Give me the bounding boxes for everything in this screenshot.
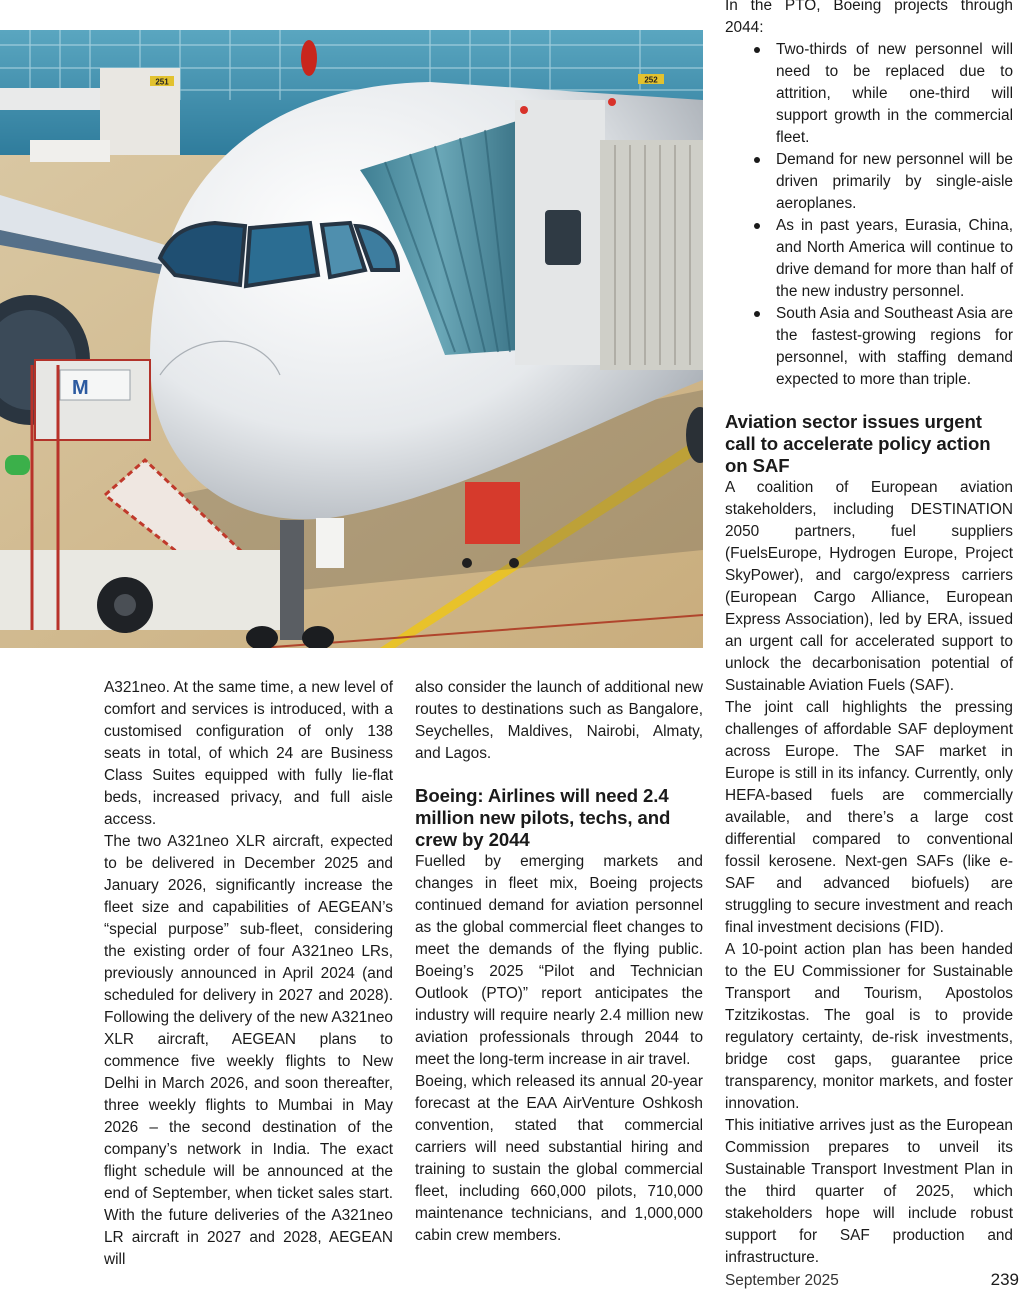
bullet-text: South Asia and Southeast Asia are the fastest-growing regions for personnel, with staffing demand expected to more than triple. <box>776 305 1014 388</box>
jet-bridge-door-window <box>545 210 581 265</box>
beacon-light <box>520 106 528 114</box>
footer-page-number: 239 <box>990 1270 1019 1289</box>
gate-sign-252-text: 252 <box>644 75 658 85</box>
paragraph: The two A321neo XLR aircraft, expected to be delivered in December 2025 and January 2026, significantly increase the fleet size and capabilities of AEGEAN’s “special purpose” sub-fleet, considering the existing order of four A321neo LRs, previously announced in April 2024 (and scheduled for delivery in 2027 and 2028). Following the delivery of the new A321neo XLR aircraft, AEGEAN plans to commence five weekly flights to New Delhi in March 2026, and soon thereafter, three weekly flights to Mumbai in May 2026 – the second destination of the company’s network in India. The exact flight schedule will be announced at the end of September, when ticket sales start. With the future deliveries of the A321neo LR aircraft in 2027 and 2028, AEGEAN will <box>104 833 393 1268</box>
terminal-canopy <box>0 88 100 110</box>
cockpit-window-center <box>246 223 318 286</box>
bullet-icon <box>754 223 760 229</box>
article-column-left <box>104 677 393 1271</box>
paragraph: A coalition of European aviation stakeholders, including DESTINATION 2050 partners, fuel suppliers (FuelsEurope, Hydrogen Europe, Project SkyPower), and cargo/express carriers (European Cargo Alliance, European Express Association), led by ERA, issued an urgent call for accelerated support to unlock the decarbonisation potential of Sustainable Aviation Fuels (SAF). <box>725 479 1013 694</box>
article-heading-saf: Aviation sector issues urgent call to accelerate policy action on SAF <box>725 411 991 476</box>
article-heading-boeing: Boeing: Airlines will need 2.4 million new pilots, techs, and crew by 2044 <box>415 785 671 850</box>
article-column-middle <box>415 677 703 1247</box>
cart-wheel <box>509 558 519 568</box>
truck-hub <box>114 594 136 616</box>
article-photo-aircraft-at-gate <box>0 30 703 648</box>
paragraph: A 10-point action plan has been handed to the EU Commissioner for Sustainable Transport and Tourism, Apostolos Tzitzikostas. The goal is to provide regulatory certainty, de-risk investments, bridge cost gaps, guarantee price transparency, monitor markets, and foster innovation. <box>725 941 1013 1112</box>
paragraph: This initiative arrives just as the European Commission prepares to unveil its Sustainable Transport Investment Plan in the third quarter of 2025, which stakeholders hope will include robust support for SAF production and infrastructure. <box>725 1117 1013 1266</box>
bullet-icon <box>754 157 760 163</box>
bullet-item <box>776 39 1013 149</box>
tail-fin-red <box>301 40 317 76</box>
beacon-light <box>608 98 616 106</box>
bullet-list <box>725 39 1013 391</box>
gate-sign-251-text: 251 <box>155 77 169 87</box>
red-baggage-cart <box>465 482 520 544</box>
green-cap <box>5 455 30 475</box>
bullet-text: Two-thirds of new personnel will need to be replaced due to attrition, while one-third will support growth in the commercial fleet. <box>776 41 1013 146</box>
bullet-item <box>776 303 1013 391</box>
bullet-item <box>776 215 1013 303</box>
bullet-icon <box>754 311 760 317</box>
bullet-text: As in past years, Eurasia, China, and North America will continue to drive demand for more than half of the new industry personnel. <box>776 217 1013 300</box>
paragraph: In the PTO, Boeing projects through 2044: <box>725 0 1013 36</box>
paragraph: Boeing, which released its annual 20-year forecast at the EAA AirVenture Oshkosh convention, stated that commercial carriers will need substantial hiring and training to sustain the global commercial fleet, including 660,000 pilots, 710,000 maintenance technicians, and 1,000,000 cabin crew members. <box>415 1073 703 1244</box>
paragraph: Fuelled by emerging markets and changes in fleet mix, Boeing projects continued demand for aviation personnel as the global commercial fleet changes to meet the demands of the flying public. Boeing’s 2025 “Pilot and Technician Outlook (PTO)” report anticipates the industry will require nearly 2.4 million new aviation professionals through 2044 to meet the long-term increase in air travel. <box>415 853 703 1068</box>
catering-logo: M <box>72 377 89 399</box>
bullet-text: Demand for new personnel will be driven primarily by single-aisle aeroplanes. <box>776 151 1013 212</box>
nose-landing-gear <box>280 520 304 640</box>
paragraph: also consider the launch of additional new routes to destinations such as Bangalore, Seychelles, Maldives, Nairobi, Almaty, and Lagos. <box>415 679 703 762</box>
gear-door <box>316 518 344 568</box>
cart-wheel <box>462 558 472 568</box>
baggage-carts <box>30 140 110 162</box>
footer-issue-date: September 2025 <box>725 1272 839 1289</box>
bullet-icon <box>754 47 760 53</box>
bullet-item <box>776 149 1013 215</box>
article-column-right <box>725 0 1013 1269</box>
aircraft-illustration <box>0 30 703 648</box>
paragraph: The joint call highlights the pressing challenges of affordable SAF deployment across Europe. The SAF market in Europe is still in its infancy. Currently, only HEFA-based fuels are commercially available, and there’s a large cost differential compared to conventional fossil kerosene. Next-gen SAFs (like e-SAF and advanced biofuels) are struggling to secure investment and reach final investment decisions (FID). <box>725 699 1013 936</box>
paragraph: A321neo. At the same time, a new level of comfort and services is introduced, with a customised configuration of only 138 seats in total, of which 24 are Business Class Suites equipped with fully lie-flat beds, increased privacy, and full aisle access. <box>104 679 393 828</box>
catering-truck-sign <box>60 370 130 400</box>
